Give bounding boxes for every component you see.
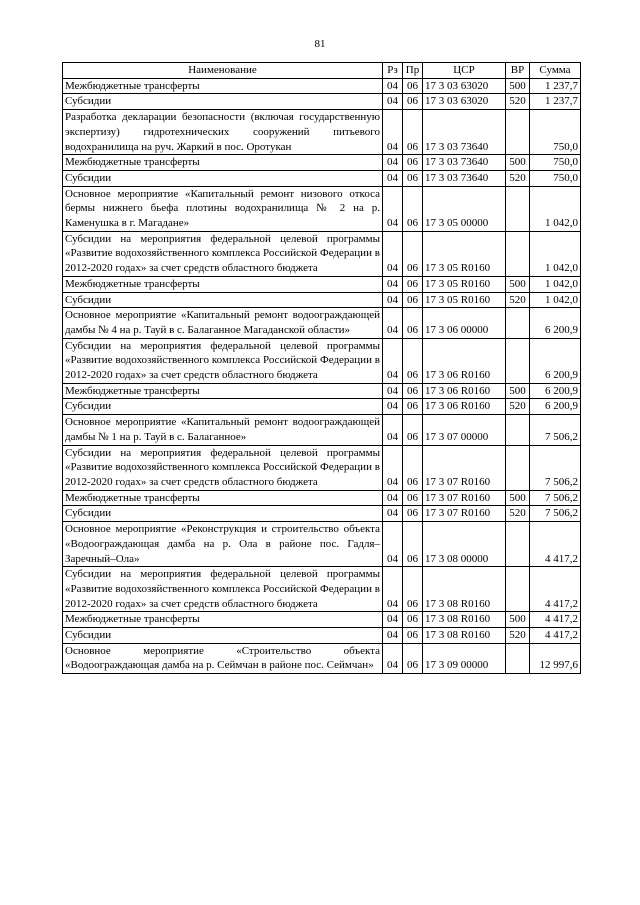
table-row	[63, 308, 581, 338]
column-header-vr: ВР	[506, 63, 530, 79]
cell-name: Основное мероприятие «Капитальный ремонт низового откоса бермы нижнего бьефа плотины водохранилища № 2 на р. Каменушка в г. Магадане»	[63, 186, 383, 231]
cell-pr: 06	[403, 292, 423, 308]
cell-sum: 6 200,9	[530, 338, 581, 383]
table-row	[63, 231, 581, 276]
cell-rz: 04	[383, 383, 403, 399]
cell-pr: 06	[403, 94, 423, 110]
cell-pr: 06	[403, 276, 423, 292]
cell-name: Субсидии на мероприятия федеральной целевой программы «Развитие водохозяйственного комплекса Российской Федерации в 2012-2020 годах» за счет средств областного бюджета	[63, 231, 383, 276]
table-row	[63, 415, 581, 445]
cell-pr: 06	[403, 643, 423, 673]
cell-name: Субсидии на мероприятия федеральной целевой программы «Развитие водохозяйственного комплекса Российской Федерации в 2012-2020 годах» за счет средств областного бюджета	[63, 445, 383, 490]
cell-csr: 17 3 08 R0160	[423, 628, 506, 644]
cell-sum: 4 417,2	[530, 612, 581, 628]
cell-sum: 1 042,0	[530, 292, 581, 308]
cell-csr: 17 3 03 63020	[423, 94, 506, 110]
cell-rz: 04	[383, 155, 403, 171]
cell-sum: 7 506,2	[530, 415, 581, 445]
cell-pr: 06	[403, 155, 423, 171]
cell-sum: 1 042,0	[530, 186, 581, 231]
cell-sum: 1 237,7	[530, 78, 581, 94]
table-row	[63, 338, 581, 383]
cell-rz: 04	[383, 643, 403, 673]
column-header-rz: Рз	[383, 63, 403, 79]
cell-rz: 04	[383, 522, 403, 567]
cell-vr	[506, 338, 530, 383]
cell-sum: 7 506,2	[530, 506, 581, 522]
column-header-name: Наименование	[63, 63, 383, 79]
cell-sum: 6 200,9	[530, 308, 581, 338]
cell-sum: 750,0	[530, 170, 581, 186]
cell-sum: 4 417,2	[530, 522, 581, 567]
table-row	[63, 383, 581, 399]
cell-vr: 520	[506, 399, 530, 415]
cell-vr: 500	[506, 490, 530, 506]
cell-csr: 17 3 05 R0160	[423, 276, 506, 292]
cell-vr: 520	[506, 170, 530, 186]
cell-name: Субсидии на мероприятия федеральной целевой программы «Развитие водохозяйственного комплекса Российской Федерации в 2012-2020 годах» за счет средств областного бюджета	[63, 567, 383, 612]
cell-name: Субсидии	[63, 506, 383, 522]
cell-rz: 04	[383, 567, 403, 612]
cell-vr: 500	[506, 276, 530, 292]
cell-csr: 17 3 08 00000	[423, 522, 506, 567]
cell-vr: 500	[506, 155, 530, 171]
cell-name: Межбюджетные трансферты	[63, 383, 383, 399]
cell-pr: 06	[403, 399, 423, 415]
cell-sum: 1 042,0	[530, 231, 581, 276]
cell-name: Основное мероприятие «Строительство объекта «Водоограждающая дамба на р. Сеймчан в районе пос. Сеймчан»	[63, 643, 383, 673]
cell-rz: 04	[383, 292, 403, 308]
cell-vr	[506, 522, 530, 567]
cell-csr: 17 3 05 R0160	[423, 292, 506, 308]
cell-vr	[506, 445, 530, 490]
cell-rz: 04	[383, 506, 403, 522]
cell-name: Разработка декларации безопасности (включая государственную экспертизу) гидротехнических сооружений питьевого водохранилища на руч. Жаркий в пос. Оротукан	[63, 110, 383, 155]
cell-rz: 04	[383, 308, 403, 338]
cell-vr: 500	[506, 78, 530, 94]
cell-csr: 17 3 03 63020	[423, 78, 506, 94]
cell-pr: 06	[403, 612, 423, 628]
cell-rz: 04	[383, 186, 403, 231]
table-row	[63, 643, 581, 673]
column-header-csr: ЦСР	[423, 63, 506, 79]
table-row	[63, 170, 581, 186]
cell-vr: 520	[506, 628, 530, 644]
cell-vr	[506, 186, 530, 231]
table-row	[63, 110, 581, 155]
cell-pr: 06	[403, 445, 423, 490]
table-row	[63, 78, 581, 94]
cell-pr: 06	[403, 78, 423, 94]
cell-rz: 04	[383, 170, 403, 186]
cell-vr	[506, 110, 530, 155]
cell-rz: 04	[383, 94, 403, 110]
cell-vr: 500	[506, 612, 530, 628]
table-row	[63, 94, 581, 110]
cell-pr: 06	[403, 490, 423, 506]
cell-rz: 04	[383, 338, 403, 383]
cell-rz: 04	[383, 276, 403, 292]
cell-csr: 17 3 08 R0160	[423, 612, 506, 628]
cell-vr	[506, 415, 530, 445]
column-header-pr: Пр	[403, 63, 423, 79]
cell-rz: 04	[383, 445, 403, 490]
table-row	[63, 445, 581, 490]
cell-name: Основное мероприятие «Капитальный ремонт водоограждающей дамбы № 1 на р. Тауй в с. Балаганное»	[63, 415, 383, 445]
cell-csr: 17 3 07 R0160	[423, 445, 506, 490]
cell-vr	[506, 231, 530, 276]
cell-name: Межбюджетные трансферты	[63, 155, 383, 171]
cell-name: Основное мероприятие «Реконструкция и строительство объекта «Водоограждающая дамба на р. Ола в районе пос. Гадля–Заречный–Ола»	[63, 522, 383, 567]
cell-rz: 04	[383, 399, 403, 415]
cell-rz: 04	[383, 231, 403, 276]
cell-csr: 17 3 03 73640	[423, 155, 506, 171]
budget-table	[62, 62, 581, 674]
cell-name: Межбюджетные трансферты	[63, 276, 383, 292]
cell-vr: 520	[506, 292, 530, 308]
cell-sum: 12 997,6	[530, 643, 581, 673]
cell-csr: 17 3 08 R0160	[423, 567, 506, 612]
cell-name: Субсидии на мероприятия федеральной целевой программы «Развитие водохозяйственного комплекса Российской Федерации в 2012-2020 годах» за счет средств областного бюджета	[63, 338, 383, 383]
cell-pr: 06	[403, 567, 423, 612]
cell-pr: 06	[403, 415, 423, 445]
cell-pr: 06	[403, 383, 423, 399]
cell-sum: 4 417,2	[530, 567, 581, 612]
table-row	[63, 522, 581, 567]
cell-csr: 17 3 05 00000	[423, 186, 506, 231]
cell-sum: 4 417,2	[530, 628, 581, 644]
cell-name: Субсидии	[63, 628, 383, 644]
cell-vr	[506, 567, 530, 612]
cell-sum: 7 506,2	[530, 490, 581, 506]
table-row	[63, 186, 581, 231]
table-row	[63, 628, 581, 644]
cell-sum: 1 237,7	[530, 94, 581, 110]
cell-name: Субсидии	[63, 94, 383, 110]
table-row	[63, 292, 581, 308]
cell-sum: 750,0	[530, 155, 581, 171]
cell-pr: 06	[403, 186, 423, 231]
cell-pr: 06	[403, 628, 423, 644]
cell-vr	[506, 643, 530, 673]
cell-name: Субсидии	[63, 292, 383, 308]
cell-csr: 17 3 06 R0160	[423, 399, 506, 415]
cell-pr: 06	[403, 170, 423, 186]
cell-csr: 17 3 06 R0160	[423, 338, 506, 383]
cell-sum: 750,0	[530, 110, 581, 155]
cell-csr: 17 3 07 R0160	[423, 490, 506, 506]
cell-name: Субсидии	[63, 170, 383, 186]
table-row	[63, 567, 581, 612]
cell-sum: 7 506,2	[530, 445, 581, 490]
cell-rz: 04	[383, 110, 403, 155]
cell-csr: 17 3 07 R0160	[423, 506, 506, 522]
cell-name: Межбюджетные трансферты	[63, 78, 383, 94]
cell-name: Основное мероприятие «Капитальный ремонт водоограждающей дамбы № 4 на р. Тауй в с. Балаганное Магаданской области»	[63, 308, 383, 338]
cell-csr: 17 3 09 00000	[423, 643, 506, 673]
cell-rz: 04	[383, 415, 403, 445]
cell-rz: 04	[383, 628, 403, 644]
cell-csr: 17 3 03 73640	[423, 170, 506, 186]
cell-csr: 17 3 06 00000	[423, 308, 506, 338]
table-row	[63, 612, 581, 628]
cell-name: Межбюджетные трансферты	[63, 490, 383, 506]
table-header-row	[63, 63, 581, 79]
cell-pr: 06	[403, 338, 423, 383]
cell-pr: 06	[403, 110, 423, 155]
cell-vr: 500	[506, 383, 530, 399]
cell-name: Межбюджетные трансферты	[63, 612, 383, 628]
cell-name: Субсидии	[63, 399, 383, 415]
cell-pr: 06	[403, 506, 423, 522]
table-body	[63, 78, 581, 673]
cell-rz: 04	[383, 78, 403, 94]
cell-sum: 6 200,9	[530, 383, 581, 399]
page-number: 81	[314, 38, 326, 50]
table-row	[63, 155, 581, 171]
table-row	[63, 506, 581, 522]
cell-vr: 520	[506, 506, 530, 522]
cell-csr: 17 3 06 R0160	[423, 383, 506, 399]
cell-pr: 06	[403, 308, 423, 338]
table-row	[63, 276, 581, 292]
cell-csr: 17 3 07 00000	[423, 415, 506, 445]
cell-vr: 520	[506, 94, 530, 110]
cell-sum: 1 042,0	[530, 276, 581, 292]
cell-csr: 17 3 05 R0160	[423, 231, 506, 276]
column-header-sum: Сумма	[530, 63, 581, 79]
table-row	[63, 490, 581, 506]
cell-rz: 04	[383, 490, 403, 506]
cell-pr: 06	[403, 522, 423, 567]
cell-vr	[506, 308, 530, 338]
cell-csr: 17 3 03 73640	[423, 110, 506, 155]
cell-rz: 04	[383, 612, 403, 628]
cell-pr: 06	[403, 231, 423, 276]
table-row	[63, 399, 581, 415]
cell-sum: 6 200,9	[530, 399, 581, 415]
